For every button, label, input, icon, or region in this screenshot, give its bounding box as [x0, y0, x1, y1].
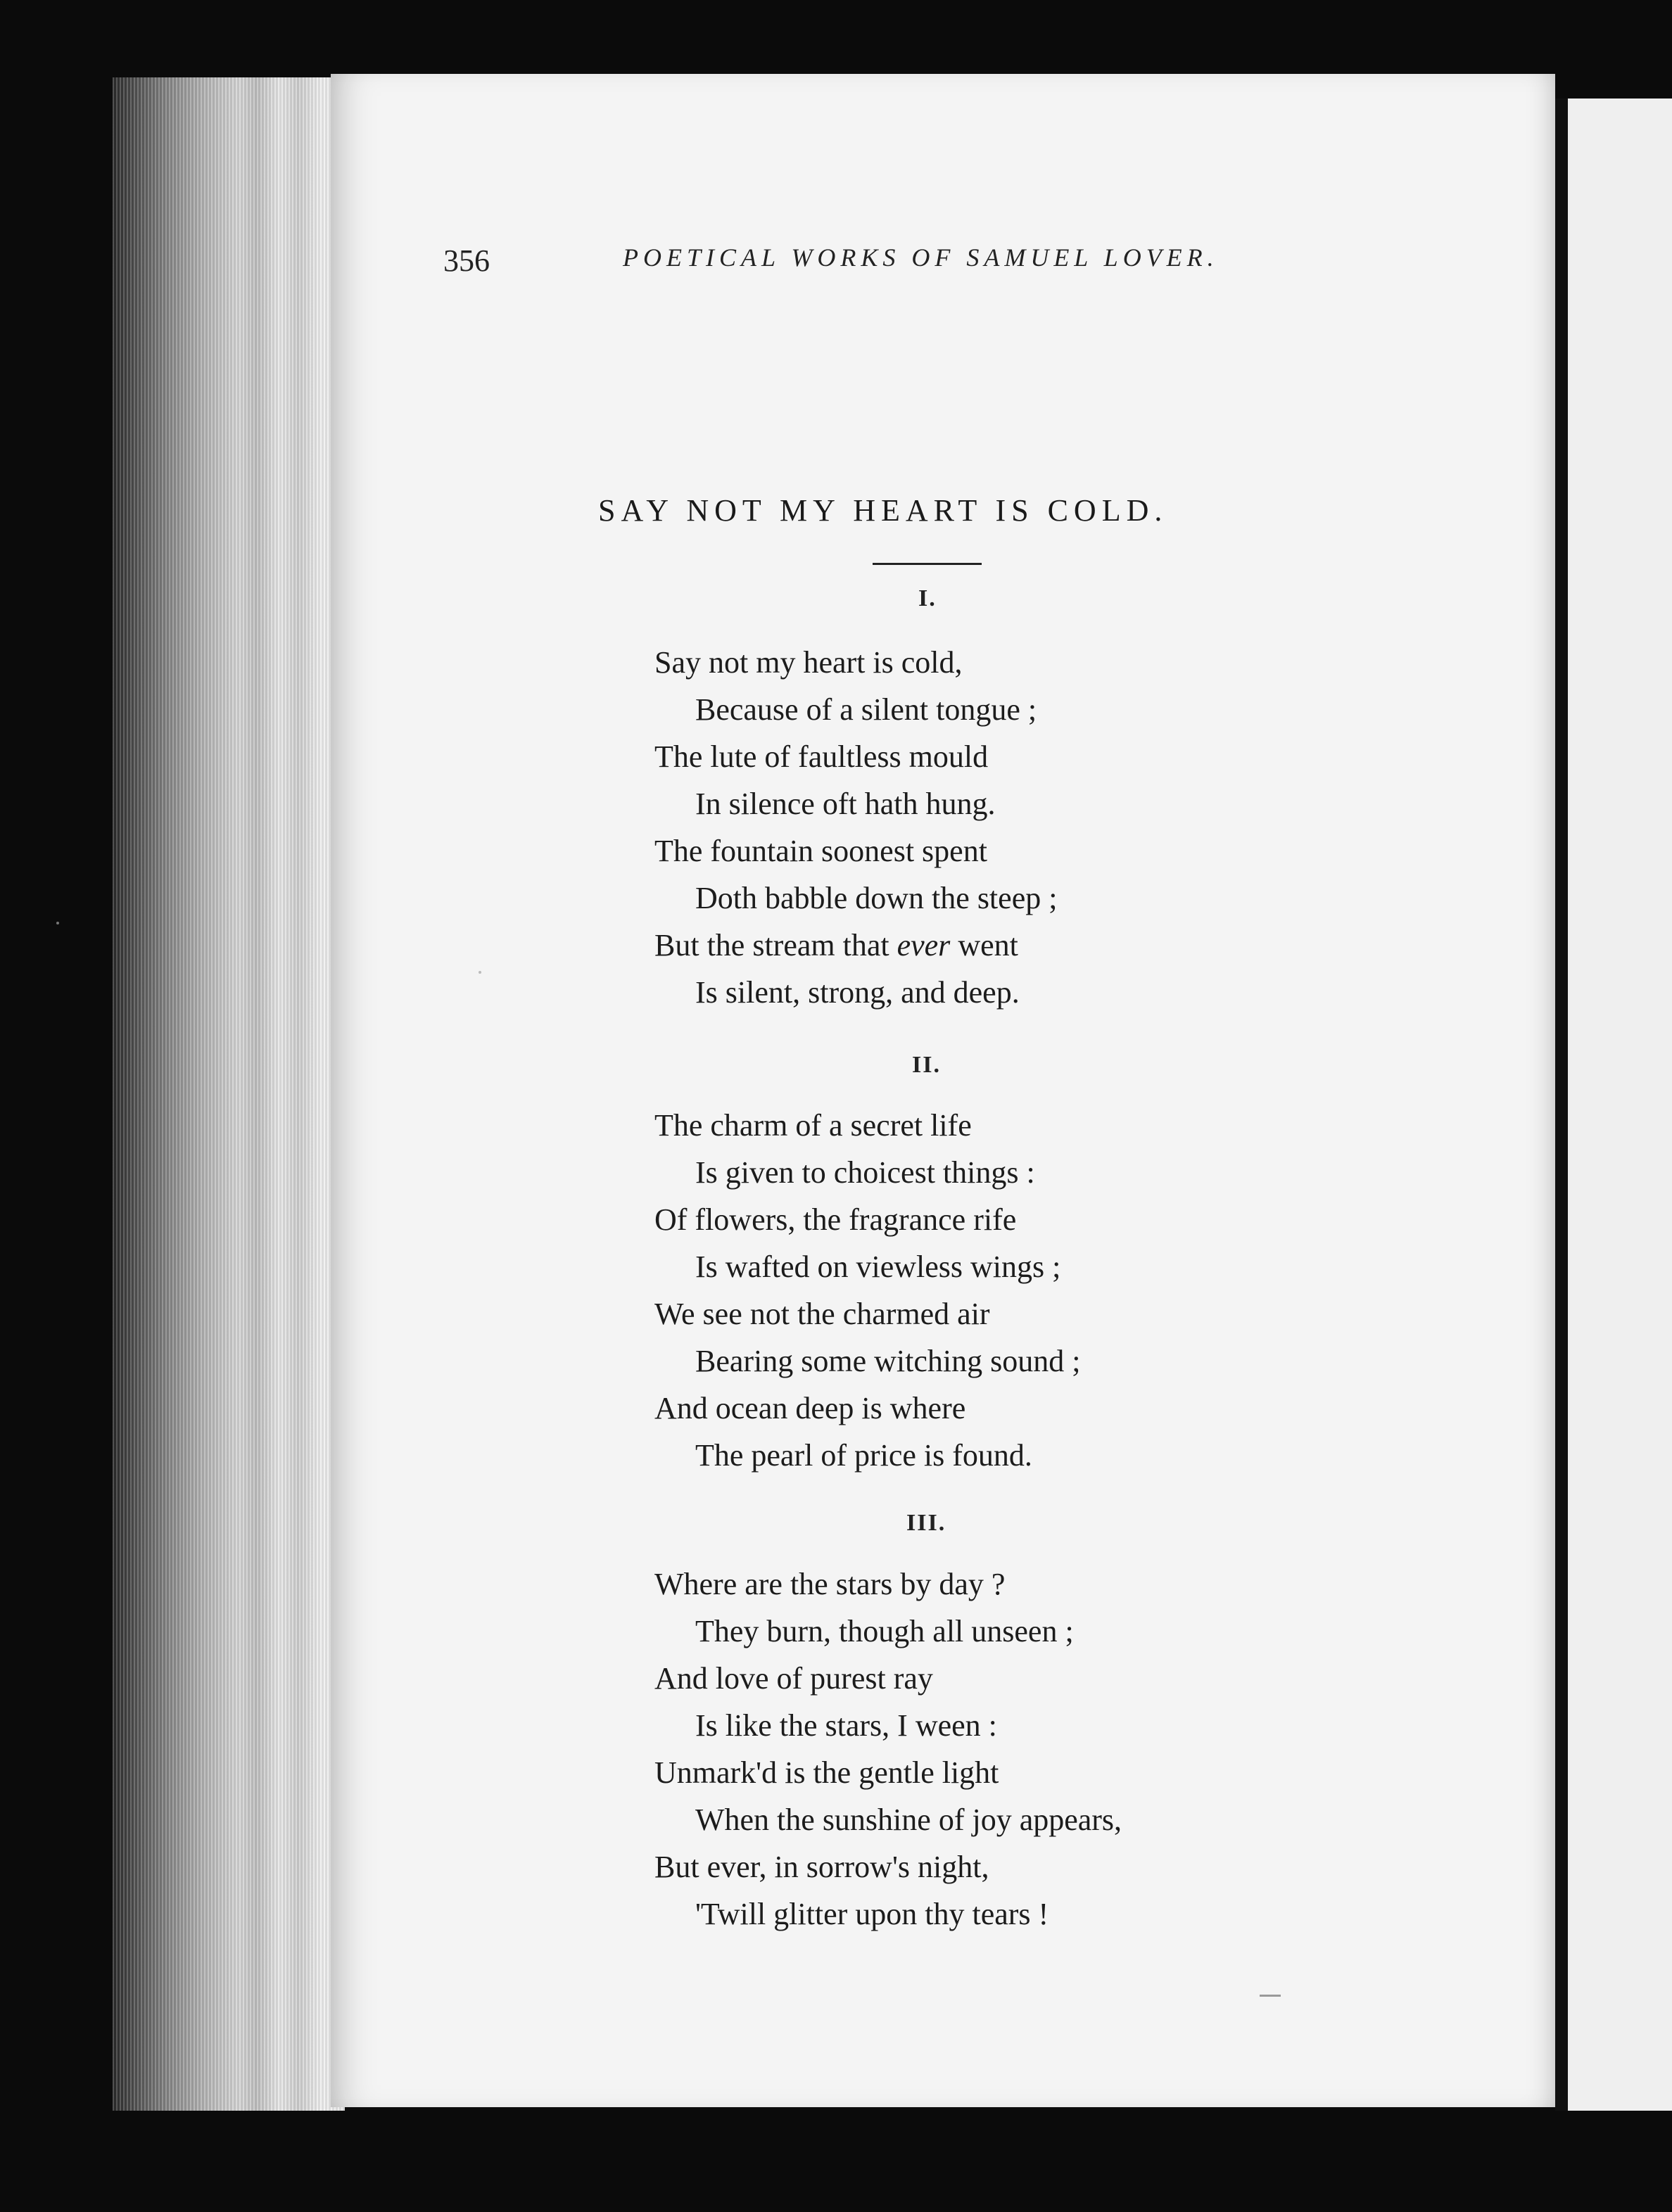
poem-line: Because of a silent tongue ;: [695, 692, 1037, 727]
poem-line: Bearing some witching sound ;: [695, 1344, 1081, 1378]
stanza-3: [654, 1561, 1122, 1938]
poem-line: And ocean deep is where: [654, 1391, 966, 1425]
poem-line: But ever, in sorrow's night,: [654, 1850, 989, 1884]
poem-line: Is wafted on viewless wings ;: [695, 1250, 1061, 1284]
poem-line: The lute of faultless mould: [654, 739, 989, 774]
stanza-2: [654, 1102, 1081, 1479]
poem-line: Where are the stars by day ?: [654, 1567, 1006, 1601]
page-header: [443, 243, 1267, 285]
running-title: POETICAL WORKS OF SAMUEL LOVER.: [623, 243, 1219, 272]
scan-speck: [56, 922, 59, 924]
stanza-number-2: II.: [912, 1052, 941, 1078]
poem-line: Is silent, strong, and deep.: [695, 975, 1020, 1010]
scan-speck: [1260, 1995, 1281, 1997]
stanza-number-1: I.: [918, 585, 937, 611]
poem-title: SAY NOT MY HEART IS COLD.: [598, 493, 1168, 528]
poem-line: Unmark'd is the gentle light: [654, 1755, 999, 1790]
poem-line: And love of purest ray: [654, 1661, 933, 1696]
scan-speck: [479, 971, 481, 974]
poem-line: 'Twill glitter upon thy tears !: [695, 1897, 1049, 1931]
poem-line: Is given to choicest things :: [695, 1155, 1035, 1190]
italic-word: ever: [897, 928, 951, 962]
stanza-number-3: III.: [906, 1510, 946, 1536]
poem-line: Is like the stars, I ween :: [695, 1708, 997, 1743]
poem-line: In silence oft hath hung.: [695, 787, 996, 821]
poem-line: When the sunshine of joy appears,: [695, 1803, 1122, 1837]
poem-line: Doth babble down the steep ;: [695, 881, 1058, 915]
poem-line: The charm of a secret life: [654, 1108, 972, 1143]
poem-line: Of flowers, the fragrance rife: [654, 1202, 1017, 1237]
title-rule: [873, 563, 982, 565]
line-text-before: But the stream that: [654, 928, 897, 962]
poem-line: The fountain soonest spent: [654, 834, 987, 868]
poem-line: The pearl of price is found.: [695, 1438, 1032, 1473]
stanza-1: [654, 639, 1057, 1016]
poem-line-with-italic: [654, 922, 1057, 969]
poem-line: We see not the charmed air: [654, 1297, 990, 1331]
book-page-edges: [113, 77, 345, 2111]
poem-line: They burn, though all unseen ;: [695, 1614, 1074, 1648]
facing-page-edge: [1555, 98, 1672, 2111]
poem-line: Say not my heart is cold,: [654, 645, 963, 680]
line-text-after: went: [950, 928, 1018, 962]
page-number: 356: [443, 243, 490, 278]
